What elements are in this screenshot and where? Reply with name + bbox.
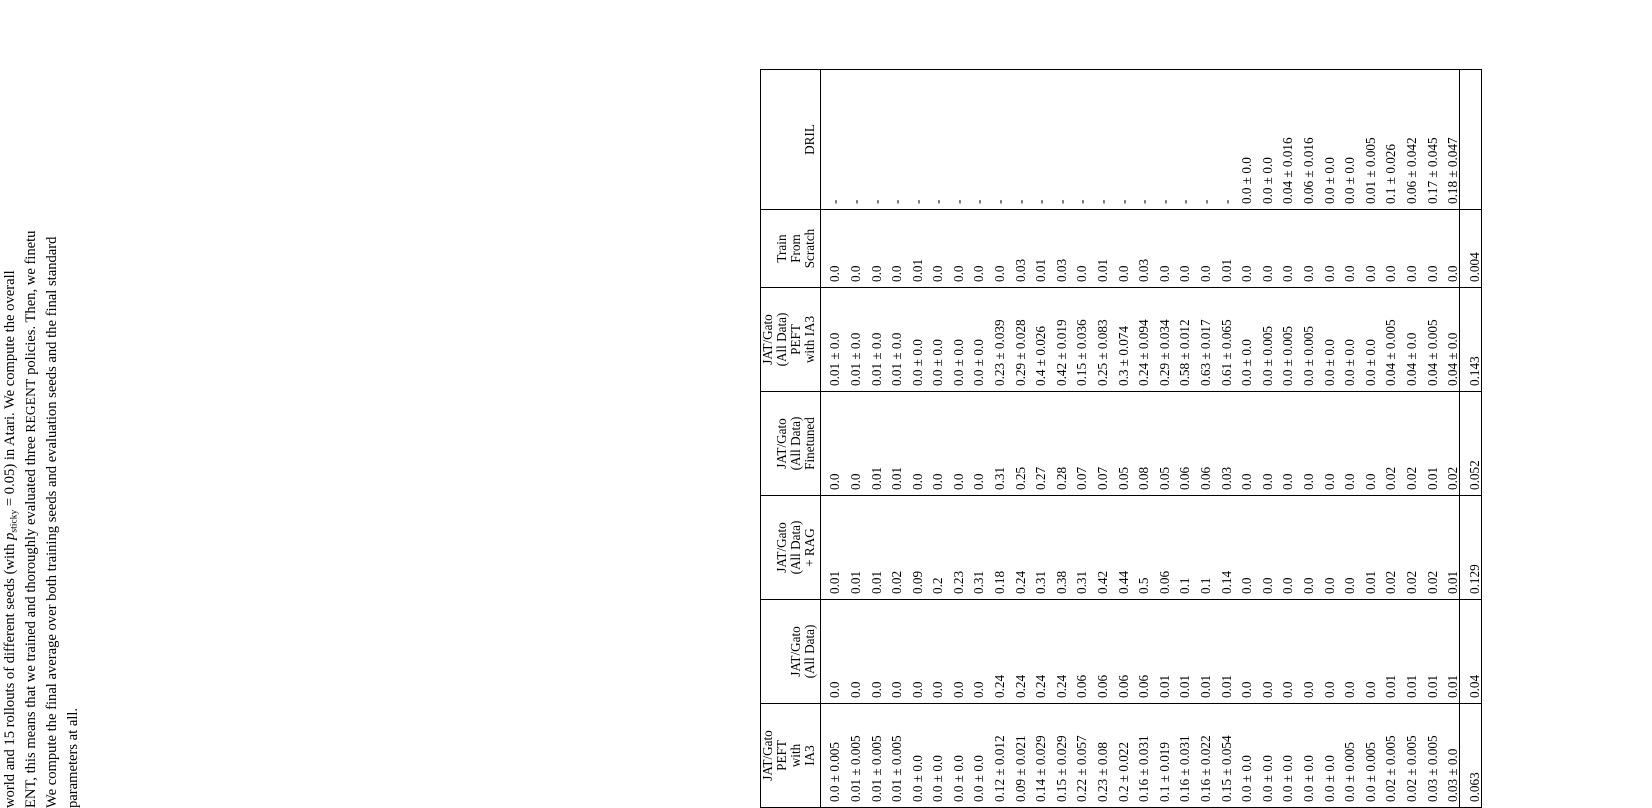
table-cell: 0.06 [1068, 600, 1089, 704]
table-cell: 0.05 [1109, 392, 1130, 496]
table-average-cell: 0.052 [1460, 392, 1482, 496]
col-header-jat-all-data: JAT/Gato (All Data) [761, 600, 821, 704]
regent-name: REGENT [23, 378, 39, 433]
col-header-jat-all-data-finetuned: JAT/Gato (All Data) Finetuned [761, 392, 821, 496]
table-cell: - [924, 70, 945, 210]
table-cell: 0.0 ± 0.0 [924, 288, 945, 392]
table-cell: 0.01 [1089, 210, 1110, 288]
table-cell: - [862, 70, 883, 210]
table-header-row [761, 70, 821, 808]
table-row [1356, 70, 1377, 808]
col-header-jat-all-data-rag: JAT/Gato (All Data) + RAG [761, 496, 821, 600]
table-cell: 0.0 [1253, 600, 1274, 704]
table-row [1089, 70, 1110, 808]
table-body [820, 70, 1481, 808]
table-cell: 0.06 [1130, 600, 1151, 704]
table-cell: 0.0 [842, 210, 863, 288]
table-cell: 0.03 [1212, 392, 1233, 496]
table-cell: 0.0 [862, 600, 883, 704]
table-cell: 0.02 [1398, 496, 1419, 600]
table-cell: - [1027, 70, 1048, 210]
table-cell: 0.0 [1274, 392, 1295, 496]
table-cell: 0.0 [883, 600, 904, 704]
table-cell: 0.02 [1439, 392, 1460, 496]
table-cell: 0.09 ± 0.021 [1006, 704, 1027, 808]
table-cell: 0.01 ± 0.005 [883, 704, 904, 808]
table-head [761, 70, 821, 808]
table-cell: 0.0 [862, 210, 883, 288]
table-row [1068, 70, 1089, 808]
table-cell: 0.31 [1027, 496, 1048, 600]
table-cell: 0.0 [1356, 210, 1377, 288]
table-cell: 0.03 [1047, 210, 1068, 288]
table-cell: - [965, 70, 986, 210]
table-cell: 0.04 ± 0.005 [1418, 288, 1439, 392]
table-cell: 0.01 ± 0.0 [842, 288, 863, 392]
table-cell: 0.0 ± 0.0 [1233, 70, 1254, 210]
caption-line-3: We compute the final average over both training seeds and evaluation seeds and the final standard [44, 236, 61, 808]
table-cell: 0.15 ± 0.054 [1212, 704, 1233, 808]
table-cell: 0.0 ± 0.0 [1336, 70, 1357, 210]
table-cell: 0.06 [1109, 600, 1130, 704]
table-cell: 0.42 [1089, 496, 1110, 600]
table-cell: - [1212, 70, 1233, 210]
table-cell: 0.0 [1233, 392, 1254, 496]
table-cell: 0.01 [862, 496, 883, 600]
table-cell: - [1130, 70, 1151, 210]
table-cell: 0.0 [1253, 210, 1274, 288]
table-cell: 0.0 ± 0.0 [965, 704, 986, 808]
table-cell: 0.0 ± 0.0 [1336, 288, 1357, 392]
table-cell: 0.0 [1274, 600, 1295, 704]
table-cell: - [842, 70, 863, 210]
table-cell: 0.0 [1233, 600, 1254, 704]
table-cell: 0.0 [1274, 496, 1295, 600]
table-cell: 0.01 [1027, 210, 1048, 288]
table-row [883, 70, 904, 808]
table-cell: 0.0 [924, 392, 945, 496]
table-cell: 0.0 ± 0.0 [945, 288, 966, 392]
table-cell: 0.01 [903, 210, 924, 288]
table-average-cell: 0.063 [1460, 704, 1482, 808]
table-cell: 0.06 [1089, 600, 1110, 704]
table-cell: 0.27 [1027, 392, 1048, 496]
table-cell: 0.0 ± 0.0 [1233, 288, 1254, 392]
table-cell: 0.0 ± 0.0 [1233, 704, 1254, 808]
table-cell: 0.0 ± 0.0 [903, 704, 924, 808]
table-cell: - [1089, 70, 1110, 210]
table-row [1377, 70, 1398, 808]
table-cell: 0.02 [1398, 392, 1419, 496]
table-row [1027, 70, 1048, 808]
table-cell: 0.0 [1253, 496, 1274, 600]
table-cell: 0.0 [1295, 496, 1316, 600]
table-row [820, 70, 841, 808]
table-cell: 0.0 [1171, 210, 1192, 288]
table-average-row [1460, 70, 1482, 808]
col-header-train-from-scratch: Train From Scratch [761, 210, 821, 288]
table-cell: 0.1 ± 0.026 [1377, 70, 1398, 210]
col-header-jat-all-data-peft-ia3: JAT/Gato (All Data) PEFT with IA3 [761, 288, 821, 392]
table-cell: 0.0 [1336, 210, 1357, 288]
table-row [1233, 70, 1254, 808]
math-p-symbol: p [2, 532, 18, 540]
table-cell: 0.29 ± 0.034 [1150, 288, 1171, 392]
caption-line-1: world and 15 rollouts of different seeds (with $p_{sticky} = 0.05$) in Atari. We compute the overall [2, 270, 20, 808]
table-cell: 0.3 ± 0.074 [1109, 288, 1130, 392]
table-cell: 0.24 [1006, 496, 1027, 600]
caption-line-2: ENT, this means that we trained and thoroughly evaluated three REGENT policies. Then, we finetu [23, 230, 40, 808]
table-cell: 0.0 [965, 210, 986, 288]
table-row [903, 70, 924, 808]
table-cell: 0.0 ± 0.0 [945, 704, 966, 808]
table-cell: 0.0 [1315, 392, 1336, 496]
table-cell: 0.0 [1315, 210, 1336, 288]
table-cell: 0.16 ± 0.031 [1130, 704, 1151, 808]
table-cell: - [1068, 70, 1089, 210]
table-cell: 0.31 [965, 496, 986, 600]
table-row [1212, 70, 1233, 808]
table-cell: 0.0 ± 0.005 [1356, 704, 1377, 808]
table-cell: 0.14 ± 0.029 [1027, 704, 1048, 808]
table-row [1171, 70, 1192, 808]
table-row [986, 70, 1007, 808]
table-cell: 0.0 ± 0.005 [1253, 288, 1274, 392]
table-cell: 0.01 [1439, 600, 1460, 704]
table-cell: 0.0 ± 0.0 [1295, 704, 1316, 808]
table-cell: 0.28 [1047, 392, 1068, 496]
table-cell: 0.02 ± 0.005 [1377, 704, 1398, 808]
table-cell: - [986, 70, 1007, 210]
table-row [1047, 70, 1068, 808]
table-cell: 0.17 ± 0.045 [1418, 70, 1439, 210]
table-cell: 0.44 [1109, 496, 1130, 600]
table-cell: 0.01 [842, 496, 863, 600]
table-cell: 0.01 [1418, 600, 1439, 704]
table-cell: 0.02 [1418, 496, 1439, 600]
table-cell: 0.0 [820, 600, 841, 704]
table-cell: 0.05 [1150, 392, 1171, 496]
caption-line-4: parameters at all. [64, 707, 81, 808]
table-cell: 0.0 [1109, 210, 1130, 288]
table-cell: 0.01 [1377, 600, 1398, 704]
table-cell: 0.1 [1171, 496, 1192, 600]
table-cell: 0.01 ± 0.005 [862, 704, 883, 808]
table-cell: 0.0 [1439, 210, 1460, 288]
table-cell: 0.0 [1295, 210, 1316, 288]
table-row [1274, 70, 1295, 808]
table-cell: 0.29 ± 0.028 [1006, 288, 1027, 392]
table-cell: 0.0 [1315, 496, 1336, 600]
table-cell: 0.18 [986, 496, 1007, 600]
table-cell: 0.0 ± 0.005 [1274, 288, 1295, 392]
table-cell: - [945, 70, 966, 210]
table-cell: 0.0 [1377, 210, 1398, 288]
table-cell: 0.01 [883, 392, 904, 496]
table-cell: 0.0 [965, 392, 986, 496]
table-cell: 0.0 [945, 600, 966, 704]
table-cell: 0.23 ± 0.08 [1089, 704, 1110, 808]
table-cell: 0.24 [1006, 600, 1027, 704]
table-cell: 0.01 ± 0.005 [1356, 70, 1377, 210]
table-cell: 0.06 ± 0.042 [1398, 70, 1419, 210]
table-cell: 0.0 [1336, 392, 1357, 496]
table-cell: 0.24 [1047, 600, 1068, 704]
table-cell: 0.0 ± 0.0 [1253, 704, 1274, 808]
table-cell: 0.25 ± 0.083 [1089, 288, 1110, 392]
table-cell: 0.16 ± 0.031 [1171, 704, 1192, 808]
table-cell: 0.0 [1398, 210, 1419, 288]
table-cell: 0.0 [945, 210, 966, 288]
table-cell: 0.4 ± 0.026 [1027, 288, 1048, 392]
table-row [1253, 70, 1274, 808]
table-cell: - [1171, 70, 1192, 210]
table-cell: 0.01 ± 0.0 [862, 288, 883, 392]
table-cell: 0.31 [986, 392, 1007, 496]
table-cell: 0.02 [1377, 392, 1398, 496]
table-cell: 0.0 [820, 392, 841, 496]
table-cell: 0.0 ± 0.0 [903, 288, 924, 392]
table-cell: 0.5 [1130, 496, 1151, 600]
math-p-subscript: sticky [8, 509, 20, 533]
table-cell: 0.1 [1192, 496, 1213, 600]
table-cell: 0.02 [1377, 496, 1398, 600]
table-cell: - [1109, 70, 1130, 210]
table-average-cell: 0.129 [1460, 496, 1482, 600]
table-cell: 0.18 ± 0.047 [1439, 70, 1460, 210]
table-average-cell [1460, 70, 1482, 210]
table-cell: 0.01 [1439, 496, 1460, 600]
table-cell: 0.12 ± 0.012 [986, 704, 1007, 808]
results-table [760, 69, 1482, 808]
table-cell: 0.01 [1212, 600, 1233, 704]
table-cell: 0.01 ± 0.0 [883, 288, 904, 392]
table-average-cell: 0.04 [1460, 600, 1482, 704]
table-row [1130, 70, 1151, 808]
table-caption [0, 48, 83, 808]
table-cell: 0.01 [1356, 496, 1377, 600]
table-cell: 0.03 [1006, 210, 1027, 288]
table-cell: 0.24 [986, 600, 1007, 704]
table-cell: 0.0 [842, 600, 863, 704]
table-cell: 0.01 [820, 496, 841, 600]
table-cell: 0.24 ± 0.094 [1130, 288, 1151, 392]
table-row [1109, 70, 1130, 808]
table-row [924, 70, 945, 808]
table-cell: 0.15 ± 0.029 [1047, 704, 1068, 808]
table-cell: 0.0 [1274, 210, 1295, 288]
table-cell: 0.0 ± 0.005 [1336, 704, 1357, 808]
table-cell: 0.02 ± 0.005 [1398, 704, 1419, 808]
table-cell: 0.0 [820, 210, 841, 288]
table-cell: 0.1 ± 0.019 [1150, 704, 1171, 808]
table-cell: 0.22 ± 0.057 [1068, 704, 1089, 808]
table-cell: 0.0 [1068, 210, 1089, 288]
table-cell: 0.03 ± 0.0 [1439, 704, 1460, 808]
table-cell: 0.0 [1356, 392, 1377, 496]
table-cell: 0.0 [924, 600, 945, 704]
table-cell: 0.0 [903, 600, 924, 704]
table-cell: 0.06 [1171, 392, 1192, 496]
table-cell: 0.0 ± 0.0 [1315, 288, 1336, 392]
table-cell: 0.0 [965, 600, 986, 704]
table-cell: 0.24 [1027, 600, 1048, 704]
table-cell: 0.01 ± 0.005 [842, 704, 863, 808]
table-cell: 0.25 [1006, 392, 1027, 496]
table-cell: 0.42 ± 0.019 [1047, 288, 1068, 392]
table-cell: - [903, 70, 924, 210]
table-cell: 0.0 [1295, 392, 1316, 496]
table-cell: 0.0 [1418, 210, 1439, 288]
table-cell: 0.0 ± 0.0 [924, 704, 945, 808]
table-cell: 0.07 [1068, 392, 1089, 496]
table-cell: 0.15 ± 0.036 [1068, 288, 1089, 392]
table-cell: 0.03 [1130, 210, 1151, 288]
table-cell: 0.01 [1171, 600, 1192, 704]
table-row [842, 70, 863, 808]
table-cell: 0.06 [1150, 496, 1171, 600]
table-cell: 0.0 [1315, 600, 1336, 704]
table-cell: 0.0 [1336, 600, 1357, 704]
table-cell: 0.0 ± 0.0 [1315, 704, 1336, 808]
table-cell: 0.04 ± 0.016 [1274, 70, 1295, 210]
table-cell: 0.38 [1047, 496, 1068, 600]
table-cell: 0.01 [1398, 600, 1419, 704]
table-cell: 0.07 [1089, 392, 1110, 496]
table-cell: 0.23 ± 0.039 [986, 288, 1007, 392]
table-cell: 0.14 [1212, 496, 1233, 600]
table-row [1336, 70, 1357, 808]
table-cell: 0.31 [1068, 496, 1089, 600]
table-cell: 0.04 ± 0.005 [1377, 288, 1398, 392]
table-cell: 0.0 ± 0.0 [965, 288, 986, 392]
table-cell: 0.04 ± 0.0 [1439, 288, 1460, 392]
table-row [1439, 70, 1460, 808]
table-cell: 0.0 ± 0.005 [1295, 288, 1316, 392]
table-row [1006, 70, 1027, 808]
table-cell: 0.0 ± 0.0 [1315, 70, 1336, 210]
table-cell: - [883, 70, 904, 210]
table-cell: 0.0 [842, 392, 863, 496]
table-row [1398, 70, 1419, 808]
table-cell: 0.0 ± 0.0 [1253, 70, 1274, 210]
table-cell: 0.0 [1192, 210, 1213, 288]
col-header-dril: DRIL [761, 70, 821, 210]
table-cell: 0.04 ± 0.0 [1398, 288, 1419, 392]
table-cell: 0.02 [883, 496, 904, 600]
table-cell: 0.01 [862, 392, 883, 496]
table-cell: 0.58 ± 0.012 [1171, 288, 1192, 392]
table-average-cell: 0.004 [1460, 210, 1482, 288]
table-cell: 0.61 ± 0.065 [1212, 288, 1233, 392]
table-cell: - [1192, 70, 1213, 210]
table-row [1418, 70, 1439, 808]
table-cell: 0.0 [924, 210, 945, 288]
table-cell: 0.2 ± 0.022 [1109, 704, 1130, 808]
table-cell: 0.08 [1130, 392, 1151, 496]
table-cell: 0.06 ± 0.016 [1295, 70, 1316, 210]
table-cell: 0.0 [945, 392, 966, 496]
results-table-container [760, 0, 1482, 808]
table-cell: 0.0 [1150, 210, 1171, 288]
table-cell: 0.01 [1212, 210, 1233, 288]
table-row [1150, 70, 1171, 808]
table-row [965, 70, 986, 808]
table-cell: 0.09 [903, 496, 924, 600]
table-cell: 0.01 [1418, 392, 1439, 496]
table-cell: 0.01 [1192, 600, 1213, 704]
table-cell: 0.0 ± 0.0 [1356, 288, 1377, 392]
table-cell: 0.2 [924, 496, 945, 600]
table-row [1295, 70, 1316, 808]
table-cell: 0.01 ± 0.0 [820, 288, 841, 392]
table-cell: 0.0 [1336, 496, 1357, 600]
table-row [1315, 70, 1336, 808]
table-cell: 0.0 [1356, 600, 1377, 704]
table-cell: - [1150, 70, 1171, 210]
table-cell: 0.0 [1253, 392, 1274, 496]
table-cell: 0.0 [1295, 600, 1316, 704]
table-cell: 0.0 [883, 210, 904, 288]
table-cell: - [1047, 70, 1068, 210]
table-cell: 0.0 [986, 210, 1007, 288]
table-cell: 0.0 [1233, 496, 1254, 600]
table-cell: 0.0 [903, 392, 924, 496]
table-cell: - [820, 70, 841, 210]
table-cell: 0.01 [1150, 600, 1171, 704]
table-row [862, 70, 883, 808]
table-row [945, 70, 966, 808]
table-cell: 0.03 ± 0.005 [1418, 704, 1439, 808]
table-cell: - [1006, 70, 1027, 210]
table-cell: 0.0 ± 0.0 [1274, 704, 1295, 808]
table-cell: 0.16 ± 0.022 [1192, 704, 1213, 808]
table-row [1192, 70, 1213, 808]
table-cell: 0.0 [1233, 210, 1254, 288]
col-header-jat-peft-ia3: JAT/Gato PEFT with IA3 [761, 704, 821, 808]
table-cell: 0.23 [945, 496, 966, 600]
table-cell: 0.06 [1192, 392, 1213, 496]
table-cell: 0.0 ± 0.005 [820, 704, 841, 808]
table-average-cell: 0.143 [1460, 288, 1482, 392]
table-cell: 0.63 ± 0.017 [1192, 288, 1213, 392]
